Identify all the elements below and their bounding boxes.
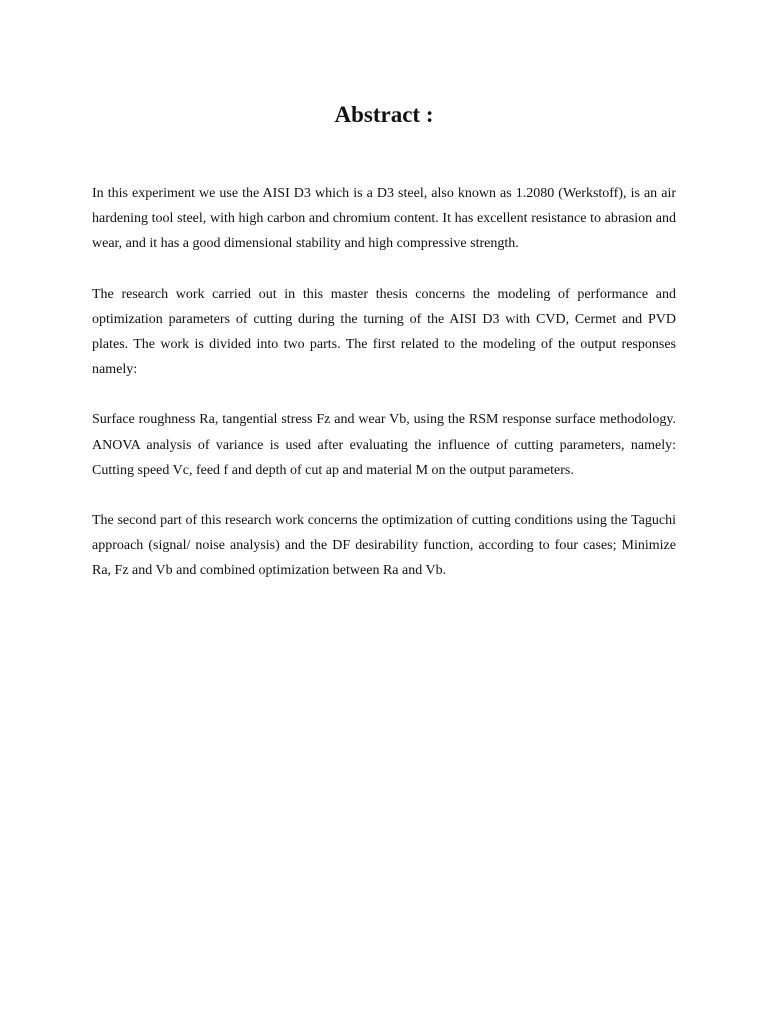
abstract-body <box>92 181 676 609</box>
page-title: Abstract : <box>334 102 434 127</box>
paragraph-1: In this experiment we use the AISI D3 which is a D3 steel, also known as 1.2080 (Werkstoff), is an air hardening tool steel, with high carbon and chromium content. It has excellent resistance to abrasion and wear, and it has a good dimensional stability and high compressive strength. <box>92 186 676 252</box>
paragraph-4: The second part of this research work concerns the optimization of cutting conditions using the Taguchi approach (signal/ noise analysis) and the DF desirability function, according to four cases; Minimize Ra, Fz and Vb and combined optimization between Ra and Vb. <box>92 513 676 579</box>
paragraph-2: The research work carried out in this master thesis concerns the modeling of performance and optimization parameters of cutting during the turning of the AISI D3 with CVD, Cermet and PVD plates. The work is divided into two parts. The first related to the modeling of the output responses namely: <box>92 286 676 378</box>
paragraph-3: Surface roughness Ra, tangential stress Fz and wear Vb, using the RSM response surface methodology. ANOVA analysis of variance is used after evaluating the influence of cutting parameters, namely: Cutting speed Vc, feed f and depth of cut ap and material M on the output parameters. <box>92 412 676 478</box>
